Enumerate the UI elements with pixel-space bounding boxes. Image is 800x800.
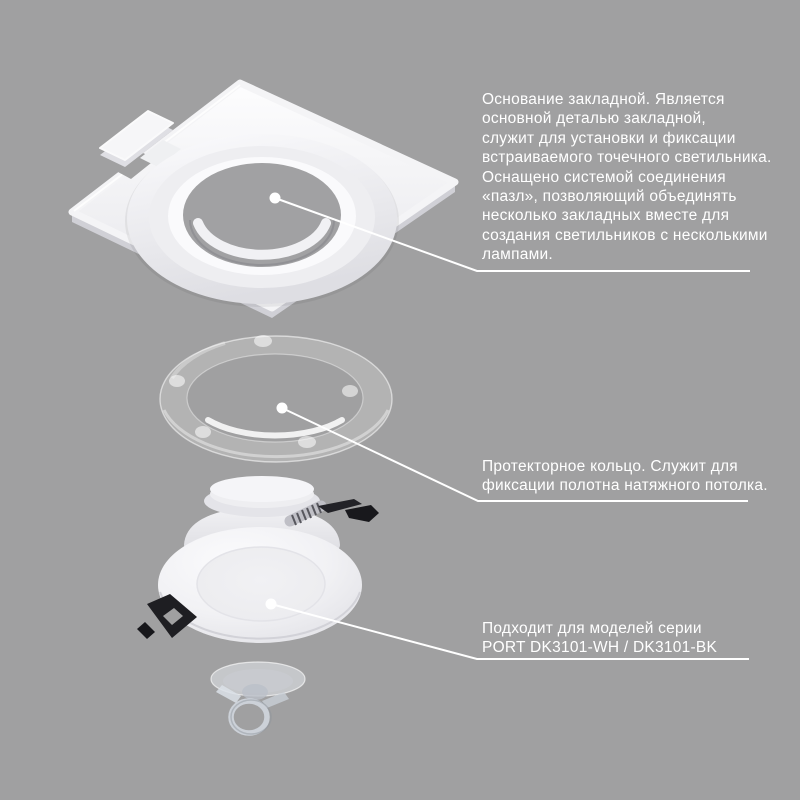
annotation-line: Оснащено системой соединения bbox=[482, 168, 726, 186]
callout-dot bbox=[266, 599, 277, 610]
fixture-diffuser bbox=[197, 547, 325, 621]
annotation-model-number: PORT DK3101-WH / DK3101-BK bbox=[482, 639, 718, 657]
annotation-protector-ring bbox=[482, 457, 768, 496]
annotation-line: Основание закладной. Является bbox=[482, 91, 725, 108]
ring-inner-edge bbox=[187, 354, 363, 442]
callout-dot bbox=[270, 193, 281, 204]
annotation-line: встраиваемого точечного светильника. bbox=[482, 149, 772, 167]
suction-stem bbox=[242, 684, 268, 700]
annotation-model bbox=[482, 619, 717, 658]
mounting-plate bbox=[72, 83, 455, 318]
suction-fastener bbox=[211, 662, 305, 734]
annotation-line: Подходит для моделей серии bbox=[482, 620, 702, 637]
clip-arm-hook bbox=[345, 505, 379, 522]
annotation-line: лампами. bbox=[482, 246, 553, 264]
downlight-fixture bbox=[137, 476, 379, 643]
annotation-line: служит для установки и фиксации bbox=[482, 129, 736, 147]
annotation-line: фиксации полотна натяжного потолка. bbox=[482, 477, 768, 495]
annotation-line: «пазл», позволяющий объединять bbox=[482, 188, 737, 206]
annotation-base-plate bbox=[482, 90, 772, 265]
annotation-line: Протекторное кольцо. Служит для bbox=[482, 458, 738, 475]
annotation-line: несколько закладных вместе для bbox=[482, 207, 730, 225]
clip-left-foot bbox=[137, 622, 155, 639]
annotation-line: создания светильников с несколькими bbox=[482, 226, 768, 244]
annotation-line: основной деталью закладной, bbox=[482, 110, 706, 128]
collar-ring bbox=[125, 134, 399, 307]
callout-dot bbox=[277, 403, 288, 414]
fixture-neck-top bbox=[210, 476, 314, 502]
